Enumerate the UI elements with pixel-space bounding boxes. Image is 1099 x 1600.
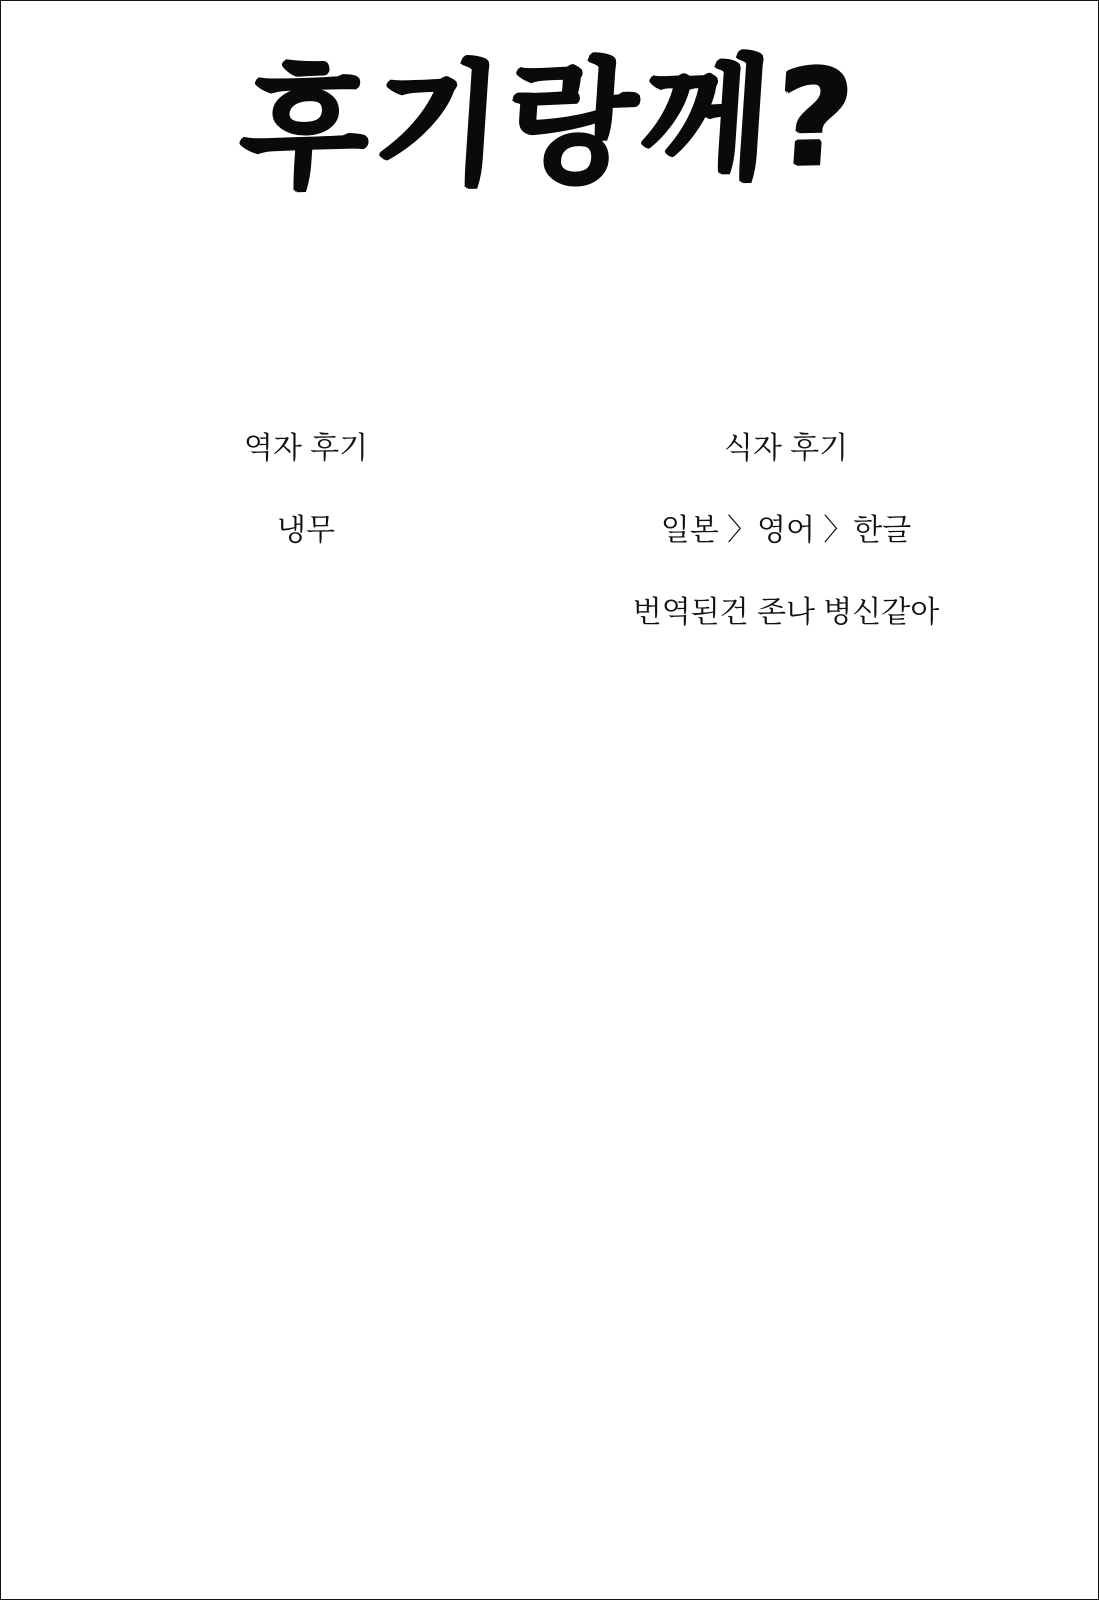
typesetter-credits-heading: 식자 후기	[723, 432, 849, 465]
translator-credits-heading: 역자 후기	[243, 432, 369, 465]
typesetter-credits-column	[551, 431, 1021, 631]
translator-credits-column	[141, 431, 471, 631]
typesetter-credits-line-2: 번역된건 존나 병신같아	[632, 596, 940, 629]
page-title: 후기랑께?	[235, 40, 864, 208]
translator-credits-line: 냉무	[277, 514, 335, 547]
credits-block	[1, 431, 1098, 631]
title-area	[1, 19, 1098, 229]
typesetter-credits-line-1: 일본 〉영어 〉한글	[660, 514, 912, 547]
